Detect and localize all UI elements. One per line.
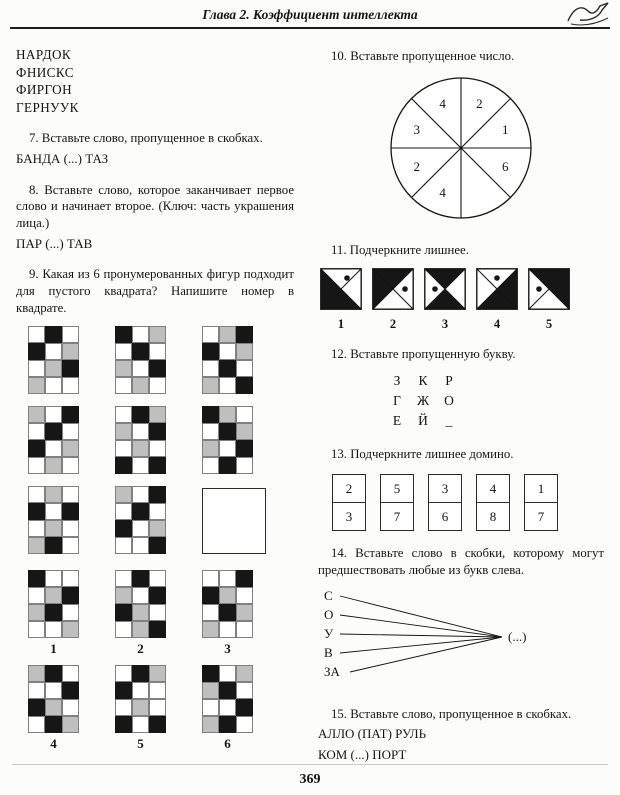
pattern-cell xyxy=(149,570,166,587)
pattern-cell xyxy=(149,587,166,604)
pattern-cell xyxy=(115,537,132,554)
pattern-cell xyxy=(62,360,79,377)
pattern-cell xyxy=(236,326,253,343)
question-7-stimulus: БАНДА (...) ТАЗ xyxy=(16,150,109,166)
pattern-cell xyxy=(236,360,253,377)
q11-figures xyxy=(320,268,604,332)
q10-sector-number: 4 xyxy=(439,184,446,200)
pattern-cell xyxy=(132,457,149,474)
pattern-cell xyxy=(62,699,79,716)
pattern-cell xyxy=(202,682,219,699)
pattern-cell xyxy=(236,699,253,716)
q11-figure-number: 5 xyxy=(545,317,553,332)
q13-domino xyxy=(332,474,366,531)
pattern-cell xyxy=(149,520,166,537)
q12-letter: Р xyxy=(445,372,453,388)
pattern-cell xyxy=(132,699,149,716)
pattern-cell xyxy=(236,406,253,423)
pattern-cell xyxy=(202,440,219,457)
question-13: 13. Подчеркните лишнее домино. xyxy=(331,446,514,461)
pattern-cell xyxy=(115,682,132,699)
q13-domino-bottom: 7 xyxy=(537,509,545,525)
pattern-cell xyxy=(28,343,45,360)
q14-connector-line xyxy=(340,637,502,653)
pattern-cell xyxy=(219,326,236,343)
pattern-cell xyxy=(115,621,132,638)
page-header xyxy=(0,0,620,34)
pattern-cell xyxy=(45,503,62,520)
q13-domino xyxy=(524,474,558,531)
q9-figure xyxy=(28,570,79,638)
q9-figure xyxy=(202,665,253,733)
q9-answer-number: 2 xyxy=(137,641,144,657)
q12-letter: З xyxy=(393,372,401,388)
question-11: 11. Подчеркните лишнее. xyxy=(331,242,469,257)
pattern-cell xyxy=(236,457,253,474)
pattern-cell xyxy=(45,621,62,638)
q9-figure xyxy=(28,406,79,474)
pattern-cell xyxy=(132,665,149,682)
q12-letter: Й xyxy=(418,413,428,429)
pattern-cell xyxy=(62,665,79,682)
q11-square xyxy=(372,268,414,310)
pattern-cell xyxy=(149,665,166,682)
pattern-cell xyxy=(236,570,253,587)
pattern-cell xyxy=(28,377,45,394)
q13-domino-top: 5 xyxy=(381,475,413,503)
q11-dot xyxy=(402,286,408,292)
pattern-cell xyxy=(202,621,219,638)
anagram-word: ГЕРНУУК xyxy=(16,99,79,115)
pattern-cell xyxy=(132,520,149,537)
pattern-cell xyxy=(149,326,166,343)
q11-figure-number: 4 xyxy=(493,317,501,332)
pattern-cell xyxy=(45,423,62,440)
pattern-cell xyxy=(219,457,236,474)
pattern-cell xyxy=(62,537,79,554)
pattern-cell xyxy=(202,423,219,440)
pattern-cell xyxy=(236,423,253,440)
pattern-cell xyxy=(115,665,132,682)
q15-stimulus-line: АЛЛО (ПАТ) РУЛЬ xyxy=(318,726,427,742)
pattern-cell xyxy=(149,621,166,638)
pattern-cell xyxy=(115,604,132,621)
q13-domino-top: 1 xyxy=(525,475,557,503)
pattern-cell xyxy=(132,343,149,360)
pattern-cell xyxy=(28,604,45,621)
pattern-cell xyxy=(62,423,79,440)
q11-square xyxy=(528,268,570,310)
pattern-cell xyxy=(202,587,219,604)
pattern-cell xyxy=(62,604,79,621)
q9-figure xyxy=(115,486,166,554)
q14-connector-line xyxy=(340,615,502,637)
pattern-cell xyxy=(149,503,166,520)
pattern-cell xyxy=(149,343,166,360)
pattern-cell xyxy=(132,377,149,394)
pattern-cell xyxy=(45,665,62,682)
page-number: 369 xyxy=(299,772,321,787)
pattern-cell xyxy=(45,406,62,423)
pattern-cell xyxy=(45,570,62,587)
q9-figure xyxy=(115,570,166,638)
question-10: 10. Вставьте пропущенное число. xyxy=(331,49,515,63)
pattern-cell xyxy=(236,377,253,394)
pattern-cell xyxy=(45,682,62,699)
q9-figure xyxy=(115,406,166,474)
pattern-cell xyxy=(45,377,62,394)
pattern-cell xyxy=(219,716,236,733)
pattern-cell xyxy=(132,486,149,503)
q9-figure xyxy=(115,326,166,394)
pattern-cell xyxy=(62,457,79,474)
pattern-cell xyxy=(28,406,45,423)
pattern-cell xyxy=(62,716,79,733)
pattern-cell xyxy=(132,423,149,440)
question-14: 14. Вставьте слово в скобки, которому могут предшествовать любые из букв слева. xyxy=(318,546,604,577)
q12-letter: Е xyxy=(392,413,402,429)
q11-figure xyxy=(528,268,570,332)
question-15: 15. Вставьте слово, пропущенное в скобках. xyxy=(331,706,572,721)
q15-stimulus xyxy=(318,726,604,764)
q11-dot xyxy=(536,286,542,292)
pattern-cell xyxy=(115,360,132,377)
pattern-cell xyxy=(115,423,132,440)
pattern-cell xyxy=(219,423,236,440)
pattern-cell xyxy=(28,423,45,440)
pattern-cell xyxy=(202,665,219,682)
q11-square xyxy=(476,268,518,310)
q13-domino xyxy=(380,474,414,531)
q9-figure xyxy=(202,570,253,638)
anagram-word: ФНИСКС xyxy=(16,64,74,80)
pattern-cell xyxy=(202,570,219,587)
q11-figure xyxy=(372,268,414,332)
q10-sector-number: 6 xyxy=(502,158,509,174)
chapter-title: Глава 2. Коэффициент интеллекта xyxy=(202,7,418,22)
q14-prefix-letter: У xyxy=(324,625,334,641)
pattern-cell xyxy=(45,587,62,604)
question-8: 8. Вставьте слово, которое заканчивает первое слово и начинает второе. (Ключ: часть украшения лица.) xyxy=(16,182,294,230)
pattern-cell xyxy=(236,604,253,621)
pattern-cell xyxy=(28,621,45,638)
pattern-cell xyxy=(45,486,62,503)
pattern-cell xyxy=(202,457,219,474)
header-rule xyxy=(10,27,610,29)
q13-domino xyxy=(476,474,510,531)
pattern-cell xyxy=(62,377,79,394)
q11-figure-number: 2 xyxy=(389,317,397,332)
pattern-cell xyxy=(45,537,62,554)
q13-domino-top: 3 xyxy=(429,475,461,503)
pattern-cell xyxy=(28,520,45,537)
pattern-cell xyxy=(132,682,149,699)
q13-domino-bottom: 8 xyxy=(489,509,497,525)
q12-letter-row xyxy=(384,411,604,431)
pattern-cell xyxy=(202,604,219,621)
quill-ornament-icon xyxy=(566,1,612,27)
right-column xyxy=(318,46,604,764)
pattern-cell xyxy=(219,377,236,394)
q9-answer-option xyxy=(115,570,166,657)
pattern-cell xyxy=(132,537,149,554)
pattern-cell xyxy=(149,406,166,423)
q14-prefix-letter: О xyxy=(324,606,334,622)
pattern-cell xyxy=(115,440,132,457)
pattern-cell xyxy=(115,716,132,733)
pattern-cell xyxy=(28,457,45,474)
pattern-cell xyxy=(45,343,62,360)
pattern-cell xyxy=(236,621,253,638)
pattern-cell xyxy=(62,587,79,604)
pattern-cell xyxy=(28,587,45,604)
q9-answer-number: 6 xyxy=(224,736,231,752)
pattern-cell xyxy=(115,486,132,503)
pattern-cell xyxy=(45,604,62,621)
q9-figure xyxy=(28,326,79,394)
pattern-cell xyxy=(149,486,166,503)
pattern-cell xyxy=(132,503,149,520)
q14-target-brackets: (...) xyxy=(508,628,527,644)
q11-figure xyxy=(424,268,466,332)
q9-answer-option xyxy=(28,665,79,752)
pattern-cell xyxy=(149,457,166,474)
anagram-word: ФИРГОН xyxy=(16,82,73,98)
q10-circle-diagram xyxy=(318,73,604,228)
q9-answer-number: 1 xyxy=(50,641,57,657)
footer-rule xyxy=(12,764,608,765)
pattern-cell xyxy=(28,537,45,554)
pattern-cell xyxy=(149,440,166,457)
q12-letter-row xyxy=(384,391,604,411)
pattern-cell xyxy=(45,520,62,537)
pattern-cell xyxy=(202,406,219,423)
pattern-cell xyxy=(28,326,45,343)
q11-figure-number: 1 xyxy=(337,317,345,332)
pattern-cell xyxy=(219,621,236,638)
pattern-cell xyxy=(132,716,149,733)
q14-prefix-letter: В xyxy=(324,644,333,660)
pattern-cell xyxy=(115,343,132,360)
question-8-stimulus: ПАР (...) ТАВ xyxy=(16,235,93,251)
q9-answer-option xyxy=(28,570,79,657)
pattern-cell xyxy=(149,360,166,377)
pattern-cell xyxy=(202,377,219,394)
pattern-cell xyxy=(219,665,236,682)
q9-answer-number: 5 xyxy=(137,736,144,752)
q9-figure xyxy=(202,326,253,394)
pattern-cell xyxy=(115,570,132,587)
pattern-cell xyxy=(28,570,45,587)
pattern-cell xyxy=(62,343,79,360)
page-columns xyxy=(0,34,620,764)
pattern-cell xyxy=(115,520,132,537)
pattern-cell xyxy=(132,570,149,587)
pattern-cell xyxy=(236,682,253,699)
pattern-cell xyxy=(202,716,219,733)
q13-domino-bottom: 3 xyxy=(345,509,353,525)
pattern-cell xyxy=(132,440,149,457)
q9-figure-grid xyxy=(28,326,294,554)
q9-answer-option xyxy=(202,570,253,657)
pattern-cell xyxy=(45,716,62,733)
q9-figure xyxy=(202,406,253,474)
q12-letter: Ж xyxy=(416,393,430,409)
pattern-cell xyxy=(132,360,149,377)
q11-square xyxy=(424,268,466,310)
pattern-cell xyxy=(132,604,149,621)
pattern-cell xyxy=(219,343,236,360)
q13-domino xyxy=(428,474,462,531)
pattern-cell xyxy=(28,716,45,733)
q14-diagram xyxy=(320,587,604,692)
pattern-cell xyxy=(28,486,45,503)
q14-prefix-letter: С xyxy=(324,587,333,603)
pattern-cell xyxy=(236,716,253,733)
pattern-cell xyxy=(149,699,166,716)
pattern-cell xyxy=(236,665,253,682)
pattern-cell xyxy=(219,587,236,604)
q13-domino-top: 4 xyxy=(477,475,509,503)
pattern-cell xyxy=(28,682,45,699)
q14-prefix-letter: ЗА xyxy=(324,663,340,679)
q13-domino-bottom: 7 xyxy=(393,509,401,525)
pattern-cell xyxy=(62,440,79,457)
pattern-cell xyxy=(219,682,236,699)
pattern-cell xyxy=(132,621,149,638)
pattern-cell xyxy=(45,360,62,377)
pattern-cell xyxy=(62,503,79,520)
q11-figure xyxy=(320,268,362,332)
pattern-cell xyxy=(219,406,236,423)
pattern-cell xyxy=(115,587,132,604)
pattern-cell xyxy=(115,503,132,520)
question-7: 7. Вставьте слово, пропущенное в скобках. xyxy=(29,131,263,146)
pattern-cell xyxy=(62,486,79,503)
anagram-word: НАРДОК xyxy=(16,47,72,62)
question-12: 12. Вставьте пропущенную букву. xyxy=(331,347,516,362)
q12-letter: _ xyxy=(445,413,453,429)
q10-sector-number: 3 xyxy=(413,121,420,137)
q13-domino-bottom: 6 xyxy=(441,509,449,525)
pattern-cell xyxy=(115,457,132,474)
question-9: 9. Какая из 6 пронумерованных фигур подходит для пустого квадрата? Напишите номер в квадрате. xyxy=(16,267,294,315)
pattern-cell xyxy=(45,699,62,716)
q9-empty-square xyxy=(202,488,266,554)
pattern-cell xyxy=(28,360,45,377)
q9-answer-option xyxy=(202,665,253,752)
pattern-cell xyxy=(219,570,236,587)
pattern-cell xyxy=(149,604,166,621)
q9-figure xyxy=(28,665,79,733)
q10-sector-number: 2 xyxy=(413,158,420,174)
pattern-cell xyxy=(219,440,236,457)
q11-dot xyxy=(344,275,350,281)
q11-square xyxy=(320,268,362,310)
q12-letter-row xyxy=(384,371,604,391)
q15-stimulus-line: КОМ (...) ПОРТ xyxy=(318,747,407,763)
q9-answer-number: 4 xyxy=(50,736,57,752)
q11-figure xyxy=(476,268,518,332)
pattern-cell xyxy=(202,360,219,377)
pattern-cell xyxy=(45,457,62,474)
pattern-cell xyxy=(132,326,149,343)
pattern-cell xyxy=(219,604,236,621)
pattern-cell xyxy=(115,326,132,343)
q12-letter-grid xyxy=(384,371,604,432)
q13-dominoes xyxy=(332,474,604,531)
q9-answer-number: 3 xyxy=(224,641,231,657)
q14-connector-line xyxy=(350,637,502,672)
pattern-cell xyxy=(202,699,219,716)
q11-figure-number: 3 xyxy=(441,317,449,332)
q9-figure xyxy=(28,486,79,554)
pattern-cell xyxy=(149,537,166,554)
pattern-cell xyxy=(202,343,219,360)
pattern-cell xyxy=(45,440,62,457)
q9-figure xyxy=(115,665,166,733)
q10-sector-number: 1 xyxy=(502,121,509,137)
q11-dot xyxy=(432,286,438,292)
q9-answer-figures xyxy=(28,570,294,752)
q14-connector-line xyxy=(340,596,502,637)
pattern-cell xyxy=(132,587,149,604)
pattern-cell xyxy=(115,377,132,394)
pattern-cell xyxy=(219,360,236,377)
pattern-cell xyxy=(115,406,132,423)
pattern-cell xyxy=(149,423,166,440)
pattern-cell xyxy=(149,716,166,733)
q10-sector-number: 2 xyxy=(476,95,483,111)
pattern-cell xyxy=(62,682,79,699)
pattern-cell xyxy=(202,326,219,343)
anagram-word-list xyxy=(16,46,294,116)
pattern-cell xyxy=(28,665,45,682)
pattern-cell xyxy=(28,440,45,457)
pattern-cell xyxy=(62,406,79,423)
pattern-cell xyxy=(62,570,79,587)
q12-letter: К xyxy=(418,372,428,388)
pattern-cell xyxy=(236,343,253,360)
pattern-cell xyxy=(28,699,45,716)
pattern-cell xyxy=(132,406,149,423)
pattern-cell xyxy=(28,503,45,520)
pattern-cell xyxy=(62,520,79,537)
q12-letter: Г xyxy=(393,393,401,409)
q10-circle-svg xyxy=(386,73,536,223)
pattern-cell xyxy=(115,699,132,716)
left-column xyxy=(16,46,294,764)
pattern-cell xyxy=(62,621,79,638)
pattern-cell xyxy=(219,699,236,716)
pattern-cell xyxy=(149,682,166,699)
q14-connector-line xyxy=(340,634,502,637)
pattern-cell xyxy=(45,326,62,343)
pattern-cell xyxy=(149,377,166,394)
q12-letter: О xyxy=(444,393,454,409)
pattern-cell xyxy=(236,440,253,457)
q13-domino-top: 2 xyxy=(333,475,365,503)
q9-answer-option xyxy=(115,665,166,752)
q10-sector-number: 4 xyxy=(439,95,446,111)
pattern-cell xyxy=(62,326,79,343)
pattern-cell xyxy=(236,587,253,604)
q11-dot xyxy=(494,275,500,281)
q14-lines-svg xyxy=(320,587,592,687)
